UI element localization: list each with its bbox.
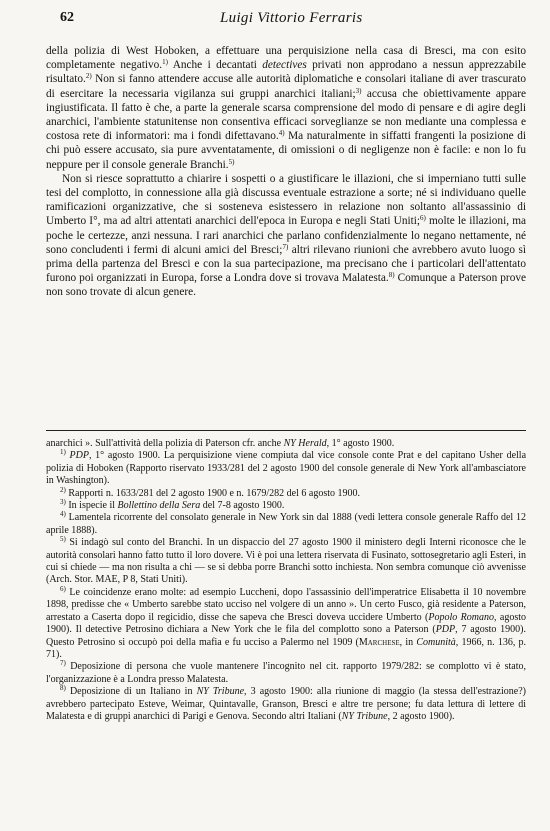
text-run: del 7-8 agosto 1900. [200,500,285,512]
footnote-number: 5) [60,535,66,544]
text-run-italic: PDP [435,624,456,636]
text-run: In ispecie il [65,500,118,512]
text-run: , agosto 1900). Il detective Petrosino dichiara a New York che le fila del complotto sono a Paterson ( [46,611,527,636]
footnote-ref: 1) [162,58,168,67]
text-run-italic: Comunità [416,636,456,648]
footnote-divider [46,430,526,431]
text-run: , 1° agosto 1900. [326,438,395,449]
footnote-continuation [46,438,526,450]
footnote-ref: 6) [420,214,426,223]
text-run: privati non approdano a nessun apprezzabile risultato. [46,59,526,86]
text-run: , 2 agosto 1900). [387,710,455,722]
paragraph [46,172,526,300]
page-header [60,10,510,30]
text-run: Si indagò sul conto del Branchi. In un dispaccio del 27 agosto 1900 il ministero degli Interni riconosce che le autorità consolari hanno fatto tutto il loro dovere. Vi è poi una lettera riservata di Fusinato, sottosegretario agli Esteri, in cui si chiede — ma non risulta a chi — se si debba porre Branchi sotto inchiesta. Non sembra comunque ciò avvenisse (Arch. Stor. MAE, P 8, Stati Uniti). [46,537,526,586]
footnote-number: 6) [60,584,66,593]
footnote-5 [46,537,526,587]
footnote-number: 1) [60,448,66,457]
text-run-italic: PDP [69,450,89,462]
footnote-number: 7) [60,659,66,668]
text-run: , 1966, n. 136, p. 71). [46,636,527,660]
text-run: , 1° agosto 1900. La perquisizione viene compiuta dal vice console conte Prat e del capitano Usher della polizia di Hoboken (Rapporto riservato 1933/281 del 2 agosto 1900 del console generale di New York all'ambasciatore in Washington). [46,450,527,487]
text-run: Deposizione di persona che vuole mantenere l'incognito nel cit. rapporto 1979/282: se complotto vi è stato, l'organizzazione è a Londra presso Malatesta. [46,661,526,685]
footnote-number: 2) [60,485,66,494]
text-run: molte le illazioni, ma poche le certezze, anzi nessuna. I rari anarchici che parlano confidenzialmente lo negano nettamente, né sono concludenti i fermi di alcuni amici del Bresci; [46,215,526,256]
footnote-4 [46,512,526,537]
text-run: anarchici ». Sull'attività della polizia di Paterson cfr. anche [46,438,284,449]
paragraph [46,44,526,172]
text-run: accusa che obiettivamente appare ingiustificata. Il fatto è che, a parte la generale scarsa comprensione del modo di pensare e di agire degli anarchici, l'ambiente statunitense non consentiva efficaci sorveglianze se non mediante una complessa e costosa rete di informatori: ma i fondi difettavano. [46,87,526,143]
text-run: Anche i decantati [167,59,263,72]
footnotes [46,438,526,723]
text-run: Non si riesce soprattutto a chiarire i sospetti o a giustificare le illazioni, che si imperniano tutti sulle tesi del complotto, in connessione alla già discussa eventuale estrazione a sorte; né si individuano quelle ramificazioni organizzative, che si sosteneva esistessero in relazione non soltanto all'assassinio di Umberto I°, ma ad altri attentati anarchici dell'epoca in Europa e negli Stati Uniti; [46,172,526,228]
footnote-2 [46,485,526,500]
footnote-3 [46,500,526,512]
text-run-italic: NY Tribune [341,710,388,722]
footnote-ref: 8) [388,271,395,280]
footnote-ref: 4) [278,129,285,138]
text-run: , 3 agosto 1900: alla riunione di maggio (la stessa dell'estrazione?) avrebbero partecipato Esteve, Weimar, Quintavalle, Granson, Bresci e altre tre persone; fu data lettura di lettere di Malatesta e di gruppi anarchici di Parigi e Genova. Secondo altri Italiani ( [46,686,526,722]
text-run-italic: Bollettino della Sera [117,500,201,512]
footnote-number: 8) [60,684,66,693]
footnote-7 [46,661,526,686]
text-run: Lamentela ricorrente del consolato generale in New York sin dal 1888 (vedi lettera console generale Raffo del 12 aprile 1888). [46,512,526,536]
footnote-number: 4) [60,510,66,519]
footnote-number: 3) [60,498,66,507]
footnote-ref: 3) [355,86,362,95]
running-head: Luigi Vittorio Ferraris [220,10,363,26]
body-text [46,44,526,300]
footnote-1 [46,450,526,487]
footnote-6 [46,584,527,661]
text-run: della polizia di West Hoboken, a effettuare una perquisizione nella casa di Bresci, ma con esito completamente negativo. [46,45,526,72]
text-run: Non si fanno attendere accuse alle autorità diplomatiche e consolari italiane di aver trascurato di esercitare la necessaria vigilanza sui gruppi anarchici italiani; [46,73,526,100]
footnote-ref: 5) [228,157,235,166]
text-run: , 7 agosto 1900). Questo Petrosino si occupò poi della mafia e fu ucciso a Palermo nel 1909 ( [46,624,526,648]
text-run: Comunque a Paterson prove non sono trovate di alcun genere. [46,272,527,299]
text-run-smallcaps: Marchese [358,636,400,648]
text-run: , in [399,636,417,648]
text-run-italic: NY Herald [283,438,327,449]
text-run-italic: Popolo Romano [428,611,494,623]
footnote-ref: 2) [85,72,92,81]
text-run: Le coincidenze erano molte: ad esempio Luccheni, dopo l'assassinio dell'imperatrice Elisabetta il 10 novembre 1898, predisse che « Umberto sarebbe stato ucciso nel volgere di un anno ». Un certo Fusco, già residente a Paterson, arrestato a Caserta dopo il regicidio, disse che sapeva che Bresci doveva uccidere Umberto ( [46,586,526,623]
text-run-italic: NY Tribune [196,686,245,698]
text-run: altri rilevano riunioni che avrebbero avuto luogo sì prima della partenza del Bresci e con la sua partecipazione, ma precisano che i particolari dell'attentato furono poi organizzati in Europa, forse a Londra dove si trovava Malatesta. [46,243,526,285]
footnote-ref: 7) [282,242,289,251]
footnote-8 [46,686,526,723]
text-run: Ma naturalmente in siffatti frangenti la posizione di chi può essere accusato, sia pure avventatamente, di omissioni o di negligenze non è facile: e non lo fu neppure per il console generale Branchi. [46,130,526,171]
page-number: 62 [60,10,74,25]
text-run: Rapporti n. 1633/281 del 2 agosto 1900 e n. 1679/282 del 6 agosto 1900. [65,487,360,499]
text-run: Deposizione di un Italiano in [65,686,197,698]
text-run-italic: detectives [262,59,307,72]
